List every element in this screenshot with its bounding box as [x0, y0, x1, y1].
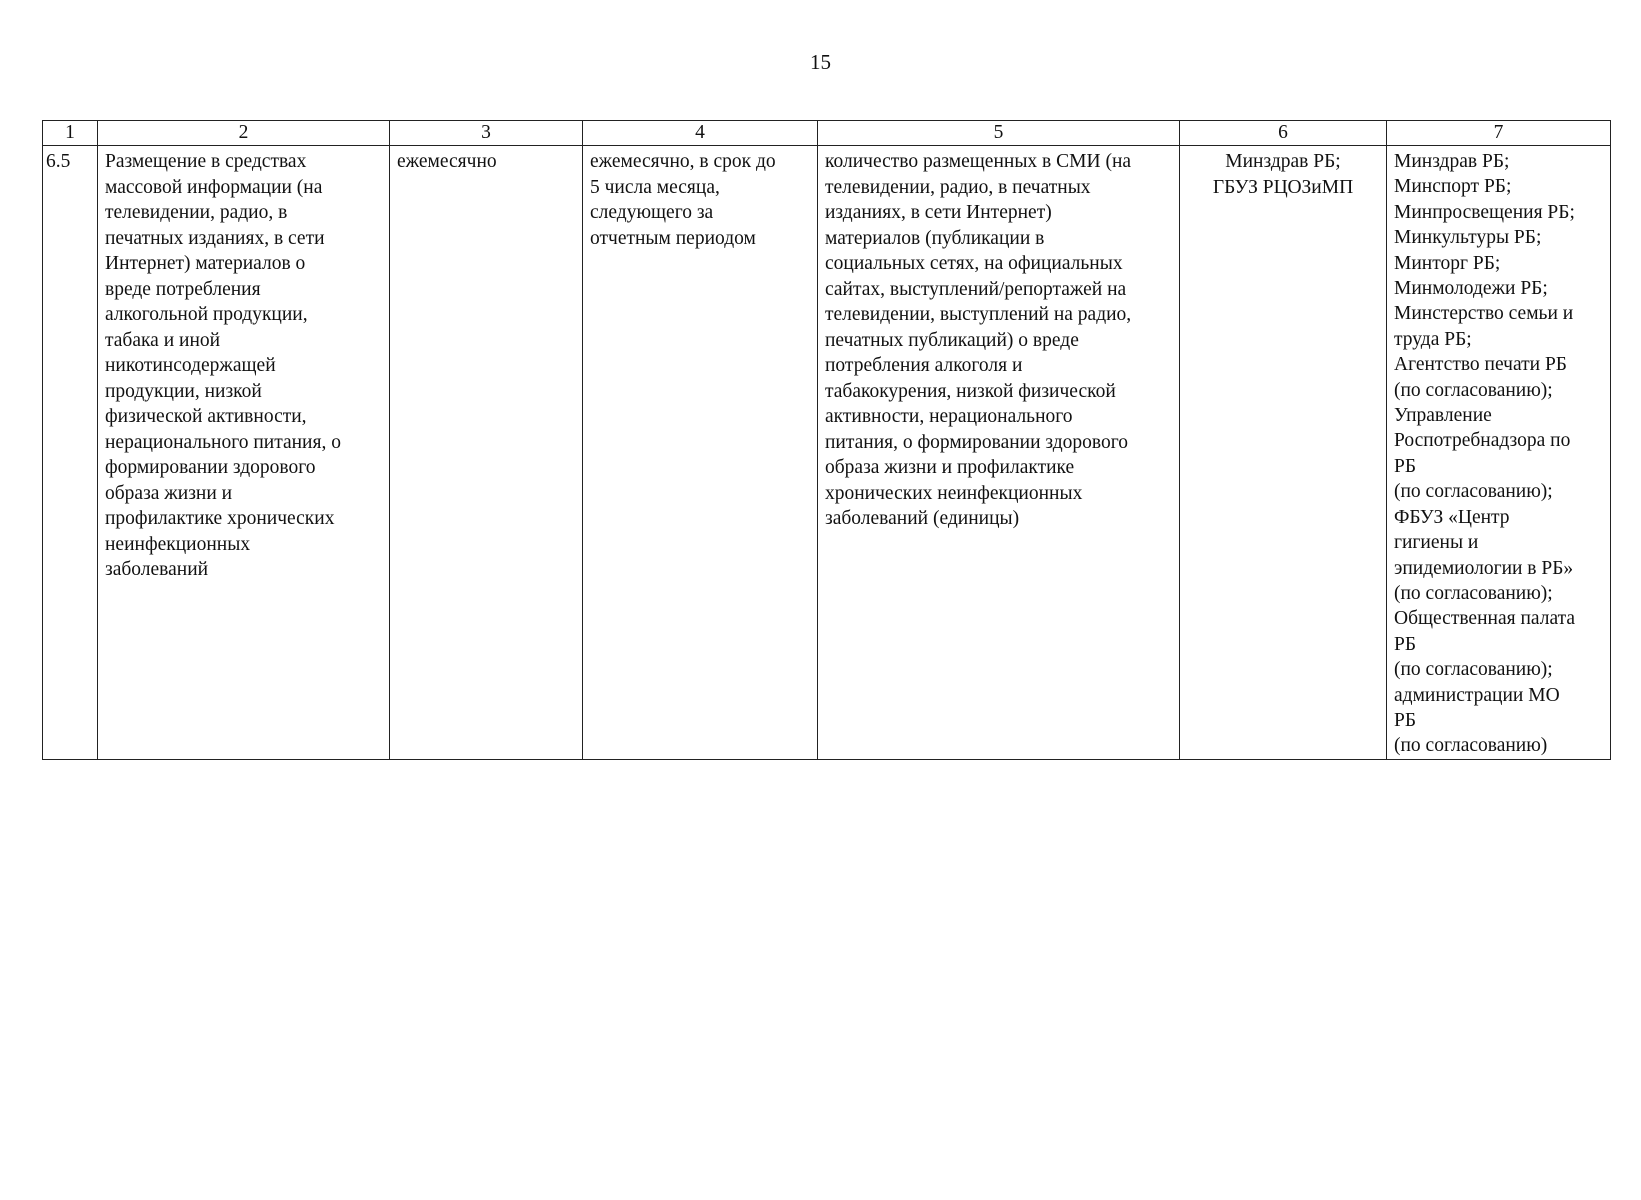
column-header-6: 6: [1180, 121, 1387, 146]
frequency-cell: ежемесячно: [390, 146, 583, 760]
column-header-1: 1: [43, 121, 98, 146]
measure-cell: Размещение в средствах массовой информации (на телевидении, радио, в печатных изданиях, в сети Интернет) материалов о вреде потребления алкогольной продукции, табака и иной никотинсодержащей продукции, низкой физической активности, нерационального питания, о формировании здорового образа жизни и профилактике хронических неинфекционных заболеваний: [98, 146, 390, 760]
deadline-cell: ежемесячно, в срок до 5 числа месяца, следующего за отчетным периодом: [583, 146, 818, 760]
column-header-4: 4: [583, 121, 818, 146]
column-header-7: 7: [1387, 121, 1611, 146]
indicator-cell: количество размещенных в СМИ (на телевидении, радио, в печатных изданиях, в сети Интернет) материалов (публикации в социальных сетях, на официальных сайтах, выступлений/репортажей на телевидении, выступлений на радио, печатных публикаций) о вреде потребления алкоголя и табакокурения, низкой физической активности, нерационального питания, о формировании здорового образа жизни и профилактике хронических неинфекционных заболеваний (единицы): [818, 146, 1180, 760]
row-number-cell: 6.5: [43, 146, 98, 760]
column-header-2: 2: [98, 121, 390, 146]
header-row: [43, 121, 1611, 146]
page-number: 15: [810, 50, 831, 74]
table-row: [43, 146, 1611, 760]
column-header-3: 3: [390, 121, 583, 146]
column-header-5: 5: [818, 121, 1180, 146]
responsible-cell: Минздрав РБ; ГБУЗ РЦОЗиМП: [1180, 146, 1387, 760]
plan-table: [42, 120, 1611, 760]
coexecutors-cell: Минздрав РБ; Минспорт РБ; Минпросвещения РБ; Минкультуры РБ; Минторг РБ; Минмолодежи РБ; Минстерство семьи и труда РБ; Агентство печати РБ (по согласованию); Управление Роспотребнадзора по РБ (по согласованию); ФБУЗ «Центр гигиены и эпидемиологии в РБ» (по согласованию); Общественная палата РБ (по согласованию); администрации МО РБ (по согласованию): [1387, 146, 1611, 760]
